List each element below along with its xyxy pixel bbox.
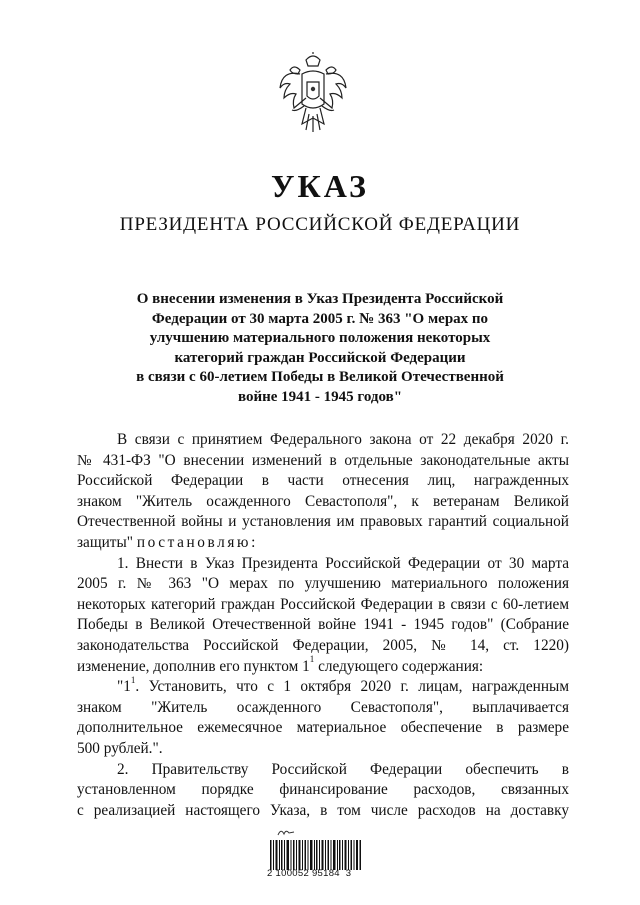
heading-line: Федерации от 30 марта 2005 г. № 363 "О мерах по	[151, 310, 489, 327]
heading-line: О внесении изменения в Указ Президента Российской	[136, 291, 504, 307]
body-line: Отечественной войны и установления им правовых гарантий социальной	[77, 513, 569, 531]
body-line: знаком "Житель осажденного Севастополя", к ветеранам Великой	[77, 492, 569, 510]
decree-word: постановляю:	[136, 533, 258, 551]
body-line	[77, 533, 569, 554]
superscript: 1	[309, 654, 315, 665]
heading-line: в связи с 60-летием Победы в Великой Отечественной	[136, 369, 504, 385]
body-text: "1	[117, 678, 131, 696]
superscript: 1	[130, 675, 136, 686]
russian-coat-of-arms-icon	[276, 52, 350, 138]
body-text: изменение, дополнив его пунктом 1	[77, 657, 310, 675]
body-line: законодательства Российской Федерации, 2005, № 14, ст. 1220)	[77, 636, 569, 654]
body-line	[77, 677, 569, 698]
body-line: 1. Внести в Указ Президента Российской Федерации от 30 марта	[117, 554, 569, 572]
body-line: некоторых категорий граждан Российской Федерации в связи с 60-летием	[77, 595, 569, 613]
body-line	[77, 654, 569, 678]
decree-body	[77, 430, 569, 821]
document-subtitle: ПРЕЗИДЕНТА РОССИЙСКОЙ ФЕДЕРАЦИИ	[119, 214, 521, 235]
body-line: В связи с принятием Федерального закона от 22 декабря 2020 г.	[117, 431, 569, 448]
heading-line: категорий граждан Российской Федерации	[174, 349, 466, 366]
body-text: защиты"	[77, 533, 134, 551]
body-text: следующего содержания:	[314, 657, 484, 675]
document-title: УКАЗ	[271, 168, 369, 204]
body-text: . Установить, что с 1 октября 2020 г. лицам, награжденным	[135, 678, 569, 696]
body-line: дополнительное ежемесячное материальное обеспечение в размере	[77, 719, 569, 737]
body-line: установленном порядке финансирование расходов, связанных	[77, 781, 569, 799]
body-line: 500 рублей.".	[77, 739, 163, 757]
initials-mark	[277, 827, 295, 837]
body-line: знаком "Житель осажденного Севастополя", выплачивается	[77, 698, 569, 716]
body-line: Победы в Великой Отечественной войне 1941 - 1945 годов" (Собрание	[77, 616, 569, 634]
barcode-number: 2 100052 95184 3	[267, 868, 352, 879]
heading-line: улучшению материального положения некоторых	[149, 330, 491, 346]
barcode-icon	[270, 840, 362, 870]
body-line: Российской Федерации в части отнесения лиц, награжденных	[77, 472, 569, 490]
decree-heading	[100, 290, 540, 407]
body-line: № 431-ФЗ "О внесении изменений в отдельные законодательные акты	[77, 451, 569, 469]
body-line: 2005 г. № 363 "О мерах по улучшению материального положения	[77, 575, 569, 593]
body-line: с реализацией настоящего Указа, в том числе расходов на доставку	[77, 801, 569, 819]
heading-line: войне 1941 - 1945 годов"	[237, 388, 403, 405]
body-line: 2. Правительству Российской Федерации обеспечить в	[117, 760, 569, 778]
